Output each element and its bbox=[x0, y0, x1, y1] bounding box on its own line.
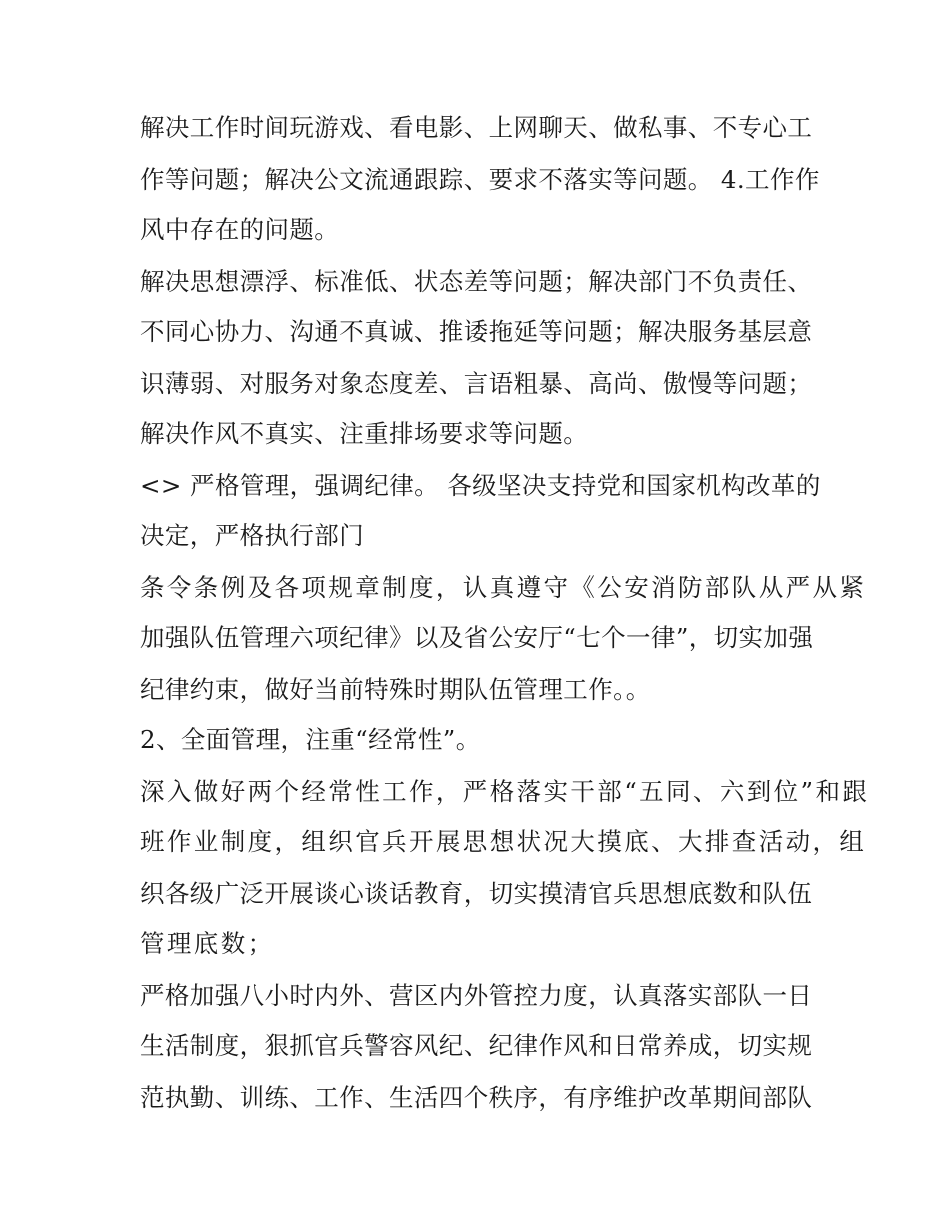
text-line: 2、全面管理，注重“经常性”。 bbox=[140, 725, 481, 754]
text-line: 风中存在的问题。 bbox=[140, 215, 340, 244]
text-line: 解决思想漂浮、标准低、状态差等问题；解决部门不负责任、 bbox=[140, 267, 813, 296]
text-line: 条令条例及各项规章制度，认真遵守《公安消防部队从严从紧 bbox=[140, 573, 867, 602]
text-line: 班作业制度，组织官兵开展思想状况大摸底、大排查活动，组 bbox=[140, 827, 867, 856]
text-line: 作等问题；解决公文流通跟踪、要求不落实等问题。 4.工作作 bbox=[140, 165, 820, 194]
text-line: 加强队伍管理六项纪律》以及省公安厅“七个一律”，切实加强 bbox=[140, 623, 814, 652]
text-line: 识薄弱、对服务对象态度差、言语粗暴、高尚、傲慢等问题； bbox=[140, 369, 813, 398]
text-line: 生活制度，狠抓官兵警容风纪、纪律作风和日常养成，切实规 bbox=[140, 1031, 813, 1060]
text-line: <> 严格管理，强调纪律。 各级坚决支持党和国家机构改革的 bbox=[140, 471, 821, 500]
text-line: 范执勤、训练、工作、生活四个秩序，有序维护改革期间部队 bbox=[140, 1083, 813, 1112]
text-line: 深入做好两个经常性工作，严格落实干部“五同、六到位”和跟 bbox=[140, 777, 870, 806]
text-line: 不同心协力、沟通不真诚、推诿拖延等问题；解决服务基层意 bbox=[140, 317, 813, 346]
text-line: 解决作风不真实、注重排场要求等问题。 bbox=[140, 419, 589, 448]
text-line: 严格加强八小时内外、营区内外管控力度，认真落实部队一日 bbox=[140, 981, 813, 1010]
text-line: 解决工作时间玩游戏、看电影、上网聊天、做私事、不专心工 bbox=[140, 113, 813, 142]
text-line: 管理底数； bbox=[140, 929, 275, 958]
text-line: 决定，严格执行部门 bbox=[140, 521, 365, 550]
text-line: 织各级广泛开展谈心谈话教育，切实摸清官兵思想底数和队伍 bbox=[140, 879, 813, 908]
text-line: 纪律约束，做好当前特殊时期队伍管理工作。。 bbox=[140, 675, 651, 704]
